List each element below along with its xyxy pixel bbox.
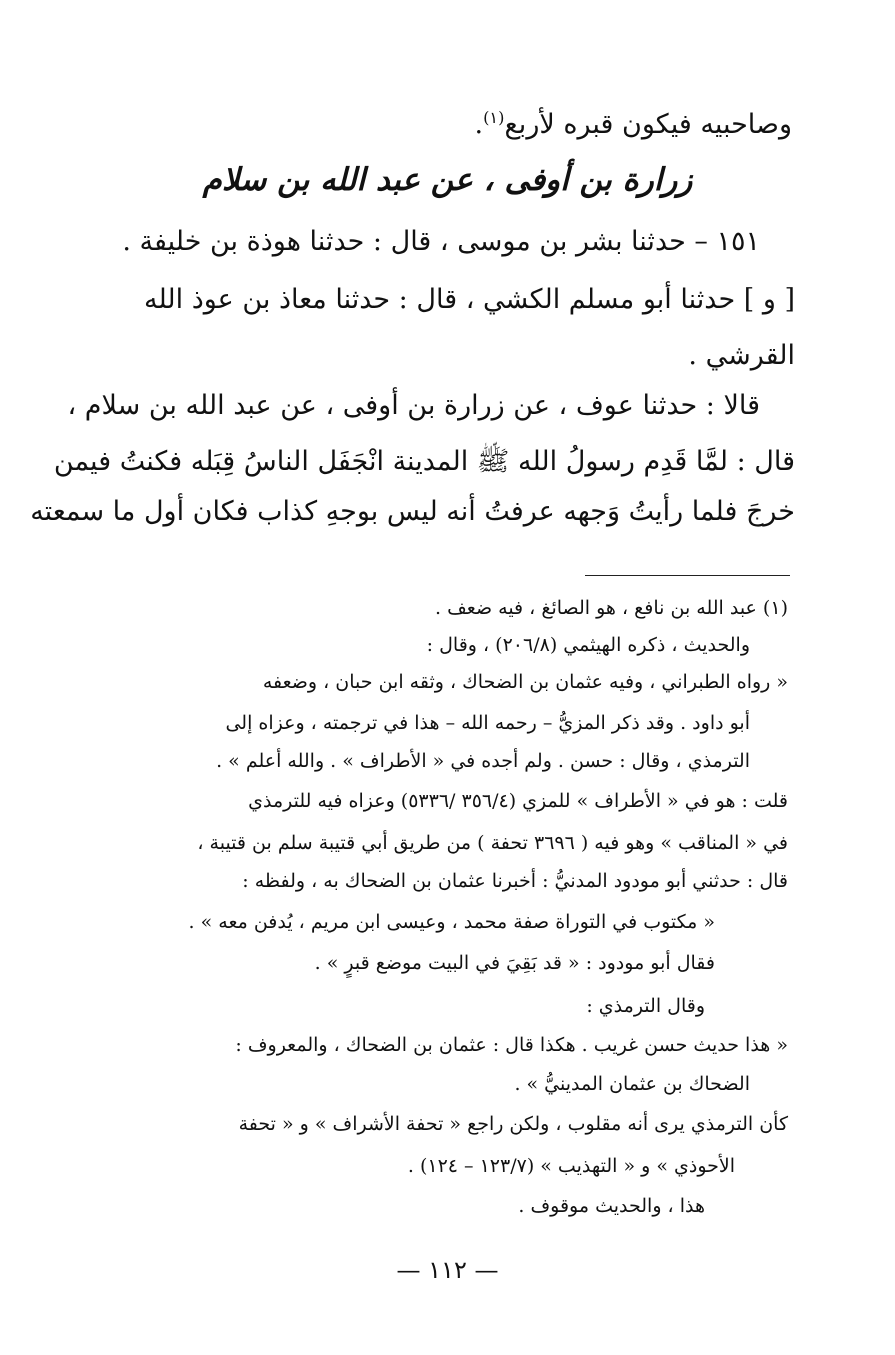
footnote-line: وقال الترمذي : (586, 995, 705, 1017)
footnote-line: فقال أبو مودود : « قد بَقِيَ في البيت موضع قبرٍ » . (314, 952, 715, 974)
footnote-separator (585, 575, 790, 576)
footnote-line: أبو داود . وقد ذكر المزيُّ – رحمه الله – هذا في ترجمته ، وعزاه إلى (225, 712, 750, 734)
footnote-line: قلت : هو في « الأطراف » للمزي (٣٥٦/٤ /٥٣٣٦) وعزاه فيه للترمذي (248, 790, 788, 812)
footnote-line: الأحوذي » و « التهذيب » (١٢٣/٧ – ١٢٤) . (407, 1155, 735, 1177)
footnote-line: « مكتوب في التوراة صفة محمد ، وعيسى ابن مريم ، يُدفن معه » . (188, 911, 715, 933)
line-1 (0, 108, 792, 140)
footnote-line: الترمذي ، وقال : حسن . ولم أجده في « الأطراف » . والله أعلم » . (216, 750, 750, 772)
footnote-line: في « المناقب » وهو فيه ( ٣٦٩٦ تحفة ) من طريق أبي قتيبة سلم بن قتيبة ، (197, 832, 788, 854)
line-6: قالا : حدثنا عوف ، عن زرارة بن أوفى ، عن عبد الله بن سلام ، (67, 390, 760, 421)
line-3: ١٥١ – حدثنا بشر بن موسى ، قال : حدثنا هوذة بن خليفة . (122, 226, 760, 257)
line-7: قال : لمَّا قَدِم رسولُ الله ﷺ المدينة انْجَفَل الناسُ قِبَله فكنتُ فيمن (53, 446, 795, 477)
footnote-line: « هذا حديث حسن غريب . هكذا قال : عثمان بن الضحاك ، والمعروف : (235, 1034, 788, 1056)
page-number: — ١١٢ — (396, 1256, 499, 1284)
footnote-ref-1: (١) (483, 108, 505, 127)
line-5: القرشي . (688, 340, 795, 371)
line-8: خرجَ فلما رأيتُ وَجهه عرفتُ أنه ليس بوجهِ كذاب فكان أول ما سمعته (30, 496, 795, 527)
footnote-line: « رواه الطبراني ، وفيه عثمان بن الضحاك ، وثقه ابن حبان ، وضعفه (262, 671, 788, 693)
footnote-1: (١) عبد الله بن نافع ، هو الصائغ ، فيه ضعف . (435, 597, 788, 619)
footnote-line: كأن الترمذي يرى أنه مقلوب ، ولكن راجع « تحفة الأشراف » و « تحفة (238, 1113, 788, 1135)
footnote-line: والحديث ، ذكره الهيثمي (٢٠٦/٨) ، وقال : (426, 634, 750, 656)
section-heading: زرارة بن أوفى ، عن عبد الله بن سلام (202, 162, 693, 198)
line-1-end: . (474, 109, 484, 140)
footnote-line: الضحاك بن عثمان المدينيُّ » . (514, 1073, 750, 1095)
footnote-line: هذا ، والحديث موقوف . (518, 1195, 705, 1217)
line-4: [ و ] حدثنا أبو مسلم الكشي ، قال : حدثنا معاذ بن عوذ الله (143, 284, 795, 315)
line-1-text: وصاحبيه فيكون قبره لأربع (504, 109, 792, 140)
footnote-line: قال : حدثني أبو مودود المدنيُّ : أخبرنا عثمان بن الضحاك به ، ولفظه : (242, 870, 788, 892)
